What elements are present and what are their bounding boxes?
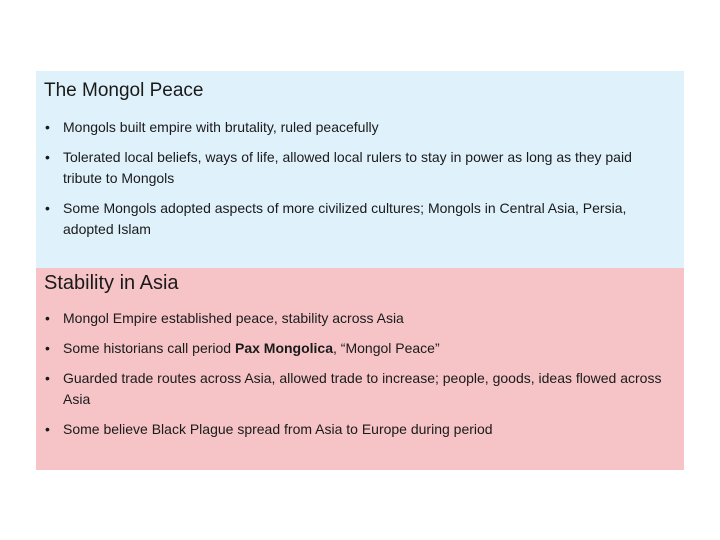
stability-in-asia-title: Stability in Asia	[44, 272, 179, 294]
mongol-peace-title: The Mongol Peace	[44, 80, 204, 101]
pax-mongolica-term: Pax Mongolica	[234, 340, 334, 356]
stability-bullet	[44, 338, 674, 359]
bullet-text-intro: Some historians call period	[63, 340, 235, 356]
bullet-text: Some believe Black Plague spread from Asia to Europe during period	[63, 421, 493, 437]
bullet-dot-icon: •	[45, 149, 50, 165]
bullet-dot-icon: •	[45, 310, 50, 326]
stability-in-asia-panel	[36, 268, 684, 470]
mongol-peace-bullet	[44, 147, 674, 189]
bullet-dot-icon: •	[45, 119, 50, 135]
stability-bullet	[44, 419, 674, 440]
stability-bullet	[44, 368, 674, 410]
bullet-text: Mongols built empire with brutality, ruled peacefully	[63, 119, 379, 135]
mongol-peace-bullet-list	[44, 117, 674, 240]
bullet-dot-icon: •	[45, 340, 50, 356]
bullet-text: Mongol Empire established peace, stability across Asia	[63, 310, 404, 326]
mongol-peace-bullet	[44, 117, 674, 138]
bullet-dot-icon: •	[45, 370, 50, 386]
bullet-dot-icon: •	[45, 421, 50, 437]
bullet-dot-icon: •	[45, 200, 50, 216]
mongol-peace-panel	[36, 71, 684, 268]
stability-bullet-list	[44, 308, 674, 440]
bullet-text-rest: , “Mongol Peace”	[333, 340, 440, 356]
mongol-peace-bullet	[44, 198, 674, 240]
stability-bullet	[44, 308, 674, 329]
bullet-text: Tolerated local beliefs, ways of life, allowed local rulers to stay in power as long as they paid tribute to Mongols	[63, 149, 632, 186]
bullet-text: Some Mongols adopted aspects of more civilized cultures; Mongols in Central Asia, Persia, adopted Islam	[63, 200, 627, 237]
bullet-text: Guarded trade routes across Asia, allowed trade to increase; people, goods, ideas flowed across Asia	[63, 370, 662, 407]
